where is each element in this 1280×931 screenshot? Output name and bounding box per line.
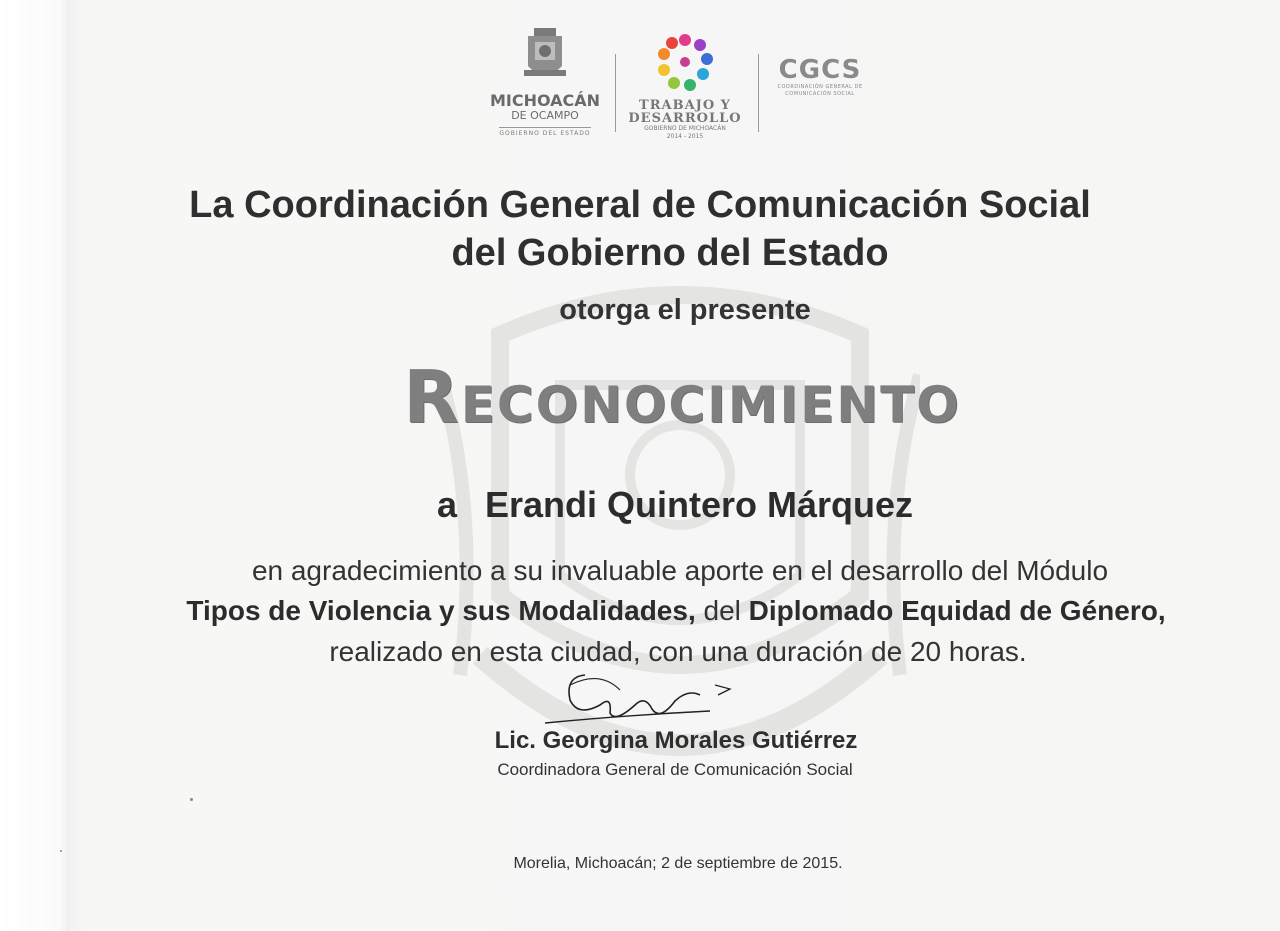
trabajo-desarrollo-logo (625, 32, 745, 141)
header-logos (480, 26, 880, 151)
place-and-date: Morelia, Michoacán; 2 de septiembre de 2015. (513, 855, 843, 872)
body-line-1: en agradecimiento a su invaluable aporte en el desarrollo del Módulo (251, 555, 1109, 586)
state-subname: DE OCAMPO (511, 109, 579, 122)
recipient-name: Erandi Quintero Márquez (484, 484, 914, 525)
body-line-3: realizado en esta ciudad, con una duración de 20 horas. (329, 636, 1027, 667)
handwritten-signature-icon (540, 665, 750, 730)
colorful-flower-icon (654, 32, 716, 94)
recipient-prefix: a (436, 484, 457, 525)
michoacan-logo (480, 26, 610, 140)
paper-speck (190, 798, 193, 801)
program-line2: DESARROLLO (628, 111, 742, 126)
body-connector: del (703, 595, 741, 626)
agency-name-line1: COORDINACIÓN GENERAL DE (777, 84, 863, 90)
state-tagline: GOBIERNO DEL ESTADO (499, 127, 590, 138)
signatory-name: Lic. Georgina Morales Gutiérrez (494, 727, 858, 754)
program-tagline: GOBIERNO DE MICHOACÁN (644, 125, 726, 132)
issuer-line-2: del Gobierno del Estado (451, 232, 889, 274)
diploma-name: Diplomado Equidad de Género, (748, 595, 1166, 626)
signatory-title: Coordinadora General de Comunicación Social (497, 760, 853, 779)
module-name: Tipos de Violencia y sus Modalidades, (186, 595, 696, 626)
program-years: 2014 - 2015 (666, 133, 704, 140)
state-coat-of-arms-icon (520, 26, 570, 86)
state-name: MICHOACÁN (489, 91, 601, 110)
grants-phrase: otorga el presente (559, 294, 811, 326)
program-line1: TRABAJO Y (639, 98, 731, 113)
scanned-page-margin (0, 0, 70, 931)
agency-name-line2: COMUNICACIÓN SOCIAL (785, 91, 855, 97)
issuer-line-1: La Coordinación General de Comunicación Social (189, 184, 1091, 226)
logo-divider (615, 54, 616, 132)
paper-speck (60, 850, 62, 852)
body-line-2 (36, 595, 1280, 627)
agency-acronym: CGCS (778, 55, 862, 85)
award-title: Reconocimiento (403, 355, 961, 439)
logo-divider (758, 54, 759, 132)
recipient-line (35, 484, 1280, 526)
cgcs-logo (765, 56, 875, 98)
